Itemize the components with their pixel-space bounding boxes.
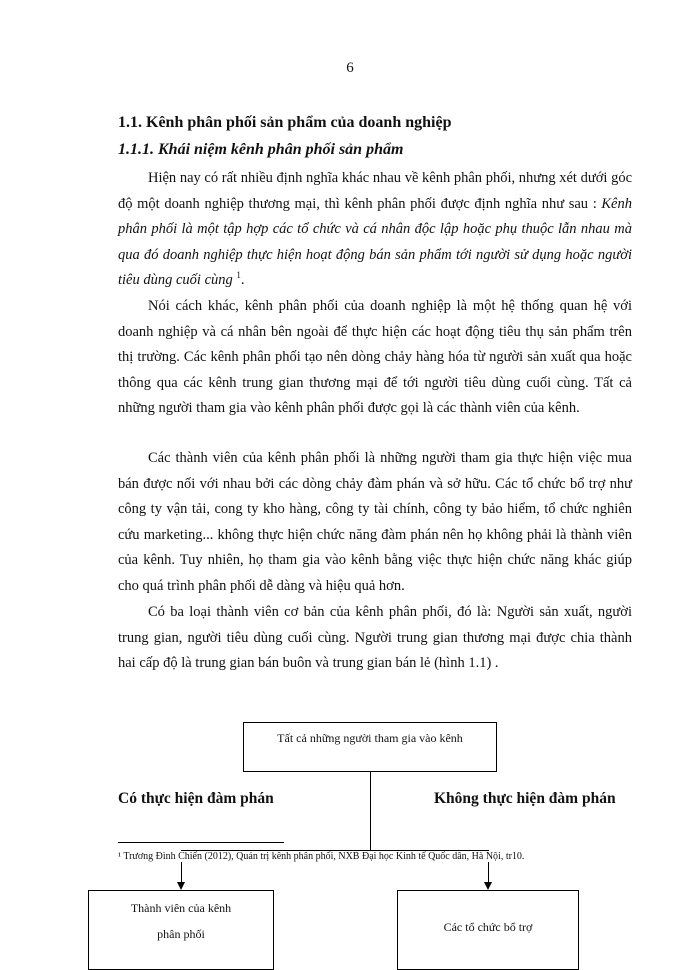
- left-box-line-2: phân phối: [157, 927, 205, 941]
- paragraph-explanation: Nói cách khác, kênh phân phối của doanh nghiệp là một hệ thống quan hệ với doanh nghiệp và cá nhân bên ngoài để thực hiện các hoạt động tiêu thụ sản phẩm trên thị trường. Các kênh phân phối tạo nên dòng chảy hàng hóa từ người sản xuất qua hoặc thông qua các kênh trung gian thương mại để tới người tiêu dùng cuối cùng. Tất cả những người tham gia vào kênh phân phối được gọi là các thành viên của kênh.: [118, 298, 632, 417]
- page-number: 6: [346, 60, 354, 76]
- subsection-heading: 1.1.1. Khái niệm kênh phân phối sản phẩm: [118, 141, 404, 158]
- right-arrow-icon: [484, 882, 492, 890]
- definition-end: .: [240, 272, 245, 289]
- footnote-separator: [118, 842, 284, 843]
- diagram-right-box: Các tổ chức bổ trợ: [397, 890, 579, 970]
- paragraph-member-types: Có ba loại thành viên cơ bản của kênh phân phối, đó là: Người sản xuất, người trung gian, người tiêu dùng cuối cùng. Người trung gian thương mại được chia thành hai cấp độ là trung gian bán buôn và trung gian bán lẻ (hình 1.1) .: [118, 604, 632, 672]
- definition-intro: Hiện nay có rất nhiều định nghĩa khác nhau về kênh phân phối, nhưng xét dưới góc độ một doanh nghiệp thương mại, thì kênh phân phối được định nghĩa như sau :: [118, 170, 632, 212]
- diagram-left-box: [88, 890, 274, 970]
- left-arrow-icon: [177, 882, 185, 890]
- diagram-top-box: Tất cả những người tham gia vào kênh: [243, 722, 497, 772]
- footnote-text: ¹ Trương Đình Chiến (2012), Quản trị kênh phân phối, NXB Đại học Kinh tế Quốc dân, Hà Nội, tr10.: [118, 851, 528, 862]
- label-negotiating: Có thực hiện đàm phán: [118, 790, 274, 807]
- definition-quote: Kênh phân phối là một tập hợp các tổ chức và cá nhân độc lập hoặc phụ thuộc lẫn nhau mà qua đó doanh nghiệp thực hiện hoạt động bán sản phẩm tới người sử dụng hoặc người tiêu dùng cuối cùng: [118, 195, 632, 289]
- section-heading: 1.1. Kênh phân phối sản phẩm của doanh nghiệp: [118, 114, 452, 131]
- paragraph-members: Các thành viên của kênh phân phối là những người tham gia thực hiện việc mua bán được nối với nhau bởi các dòng chảy đàm phán và sở hữu. Các tổ chức bổ trợ như công ty vận tải, cong ty kho hàng, công ty tài chính, công ty bảo hiểm, tổ chức nghiên cứu marketing... không thực hiện chức năng đàm phán nên họ không phải là thành viên của kênh. Tuy nhiên, họ tham gia vào kênh bằng việc thực hiện chức năng khác giúp cho quá trình phân phối dễ dàng và hiệu quả hơn.: [118, 450, 632, 594]
- diagram-stem-line: [370, 772, 371, 850]
- paragraph-definition: [118, 166, 632, 294]
- left-box-line-1: Thành viên của kênh: [130, 901, 232, 915]
- footnote-ref: 1: [236, 270, 241, 281]
- label-non-negotiating: Không thực hiện đàm phán: [434, 790, 616, 807]
